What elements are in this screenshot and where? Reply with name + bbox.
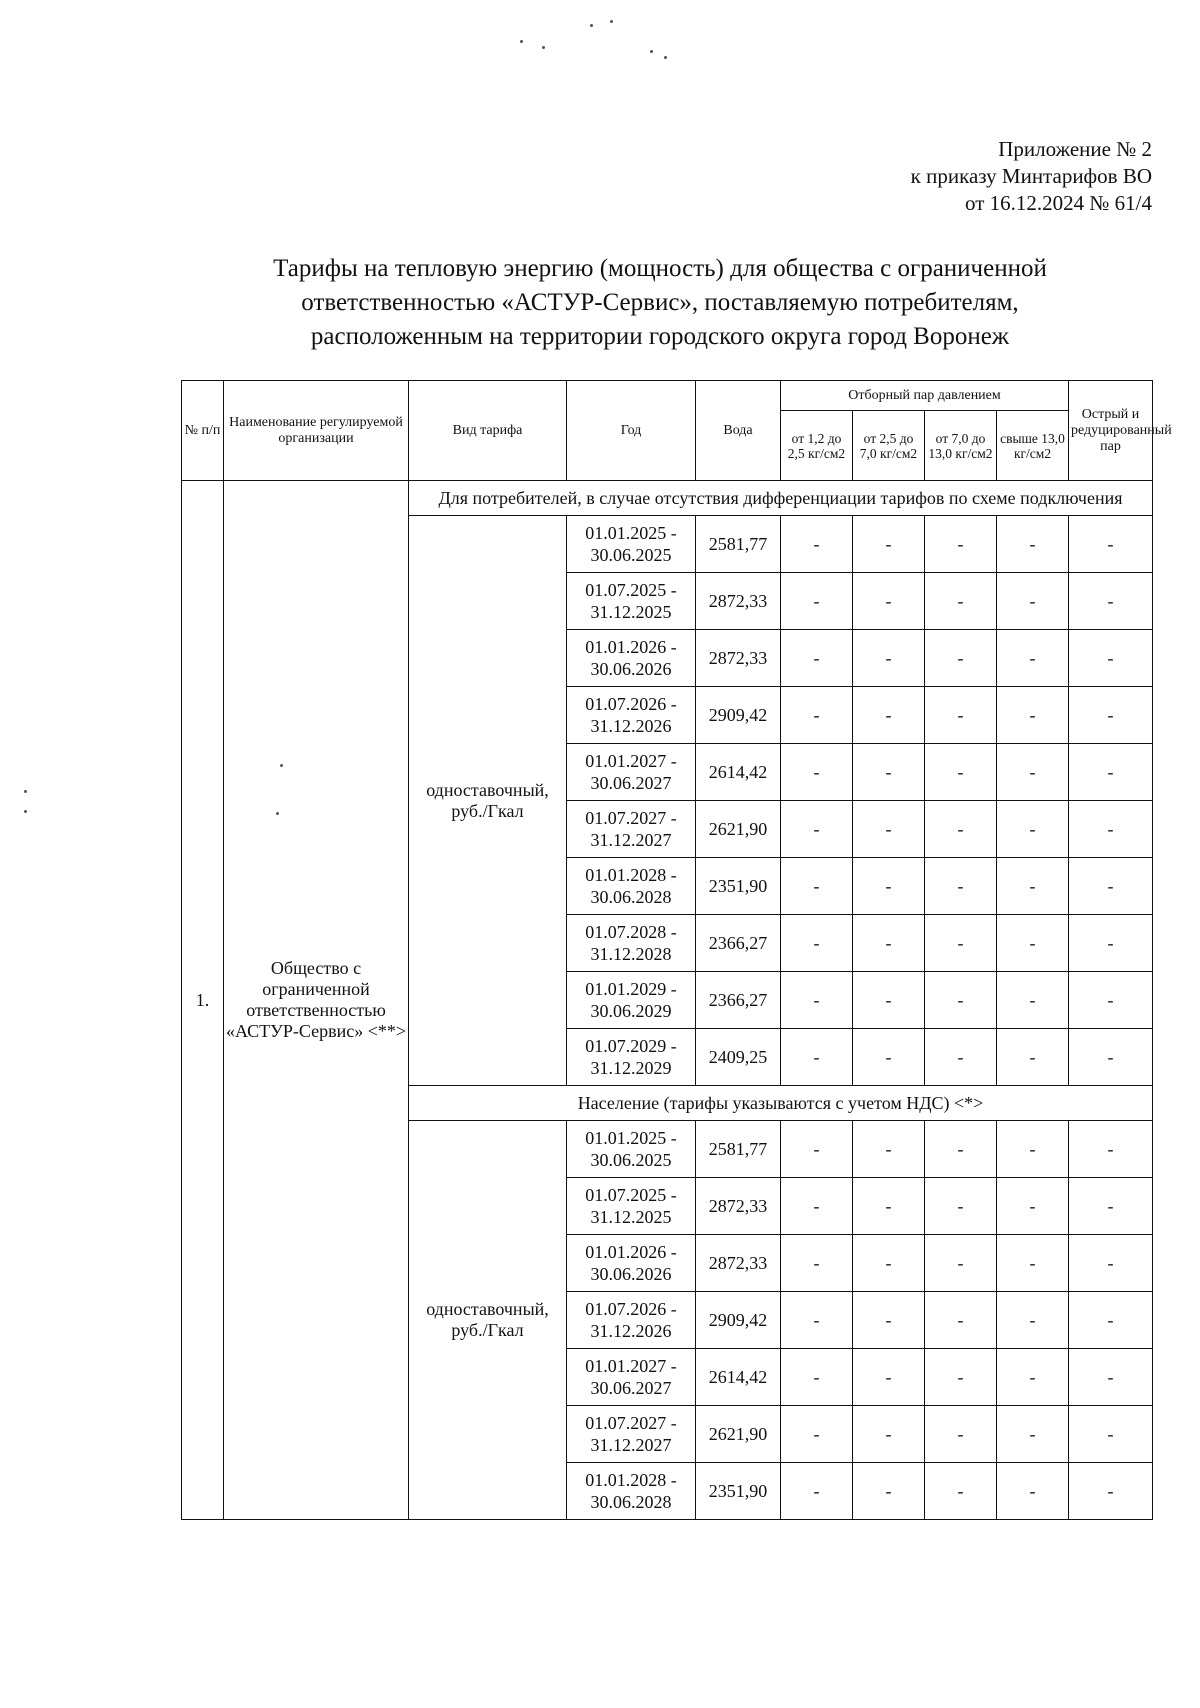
steam-4-value: - xyxy=(997,630,1069,687)
steam-4-value: - xyxy=(997,972,1069,1029)
appendix-number: Приложение № 2 xyxy=(998,137,1152,161)
steam-1-value: - xyxy=(781,1178,853,1235)
steam-4-value: - xyxy=(997,516,1069,573)
steam-1-value: - xyxy=(781,744,853,801)
steam-2-value: - xyxy=(853,1235,925,1292)
period-end: 31.12.2027 xyxy=(590,1435,672,1455)
title-line-2: ответственностью «АСТУР-Сервис», поставляемую потребителям, xyxy=(301,289,1019,316)
period-end: 31.12.2025 xyxy=(590,1207,672,1227)
steam-1-value: - xyxy=(781,1406,853,1463)
steam-3-value: - xyxy=(925,1406,997,1463)
steam-4-value: - xyxy=(997,1349,1069,1406)
header-organization: Наименование регулируемой организации xyxy=(224,381,409,481)
steam-3-value: - xyxy=(925,915,997,972)
period-end: 31.12.2028 xyxy=(590,944,672,964)
steam-2-value: - xyxy=(853,1121,925,1178)
sharp-steam-value: - xyxy=(1069,516,1153,573)
sharp-steam-value: - xyxy=(1069,1178,1153,1235)
water-value: 2909,42 xyxy=(696,687,781,744)
period xyxy=(567,801,696,858)
period xyxy=(567,1349,696,1406)
period xyxy=(567,1178,696,1235)
appendix-reference xyxy=(911,136,1152,217)
water-value: 2621,90 xyxy=(696,1406,781,1463)
steam-4-value: - xyxy=(997,1292,1069,1349)
water-value: 2872,33 xyxy=(696,1235,781,1292)
appendix-date: от 16.12.2024 № 61/4 xyxy=(964,191,1152,215)
period-end: 31.12.2027 xyxy=(590,830,672,850)
sharp-steam-value: - xyxy=(1069,1406,1153,1463)
period-start: 01.07.2026 - xyxy=(585,1299,677,1319)
period-start: 01.07.2025 - xyxy=(585,580,677,600)
period-start: 01.01.2025 - xyxy=(585,1128,677,1148)
steam-1-value: - xyxy=(781,1349,853,1406)
period-end: 30.06.2029 xyxy=(590,1001,672,1021)
sharp-steam-value: - xyxy=(1069,801,1153,858)
steam-2-value: - xyxy=(853,744,925,801)
period-start: 01.07.2027 - xyxy=(585,1413,677,1433)
header-sharp-steam: Острый и редуцированный пар xyxy=(1069,381,1153,481)
organization-name: Общество с ограниченной ответственностью «АСТУР-Сервис» <**> xyxy=(224,481,409,1520)
steam-1-value: - xyxy=(781,573,853,630)
period xyxy=(567,1406,696,1463)
row-number: 1. xyxy=(182,481,224,1520)
water-value: 2366,27 xyxy=(696,915,781,972)
period xyxy=(567,573,696,630)
steam-2-value: - xyxy=(853,1292,925,1349)
period-end: 30.06.2028 xyxy=(590,1492,672,1512)
period xyxy=(567,1121,696,1178)
steam-3-value: - xyxy=(925,1121,997,1178)
steam-2-value: - xyxy=(853,1463,925,1520)
water-value: 2366,27 xyxy=(696,972,781,1029)
steam-4-value: - xyxy=(997,801,1069,858)
tariff-table xyxy=(181,380,1172,1520)
steam-2-value: - xyxy=(853,801,925,858)
sharp-steam-value: - xyxy=(1069,1235,1153,1292)
steam-2-value: - xyxy=(853,687,925,744)
period xyxy=(567,915,696,972)
steam-3-value: - xyxy=(925,1235,997,1292)
steam-1-value: - xyxy=(781,1121,853,1178)
steam-3-value: - xyxy=(925,630,997,687)
period-end: 30.06.2025 xyxy=(590,545,672,565)
steam-2-value: - xyxy=(853,1029,925,1086)
steam-2-value: - xyxy=(853,516,925,573)
steam-4-value: - xyxy=(997,1121,1069,1178)
water-value: 2351,90 xyxy=(696,858,781,915)
steam-3-value: - xyxy=(925,744,997,801)
period-start: 01.01.2028 - xyxy=(585,1470,677,1490)
title-line-3: расположенным на территории городского округа город Воронеж xyxy=(310,323,1010,350)
steam-1-value: - xyxy=(781,858,853,915)
period-end: 30.06.2025 xyxy=(590,1150,672,1170)
period-start: 01.01.2027 - xyxy=(585,751,677,771)
period-end: 31.12.2026 xyxy=(590,1321,672,1341)
sharp-steam-value: - xyxy=(1069,1292,1153,1349)
steam-1-value: - xyxy=(781,1029,853,1086)
water-value: 2581,77 xyxy=(696,1121,781,1178)
steam-2-value: - xyxy=(853,573,925,630)
sharp-steam-value: - xyxy=(1069,687,1153,744)
steam-4-value: - xyxy=(997,915,1069,972)
sharp-steam-value: - xyxy=(1069,573,1153,630)
steam-1-value: - xyxy=(781,687,853,744)
section-title: Для потребителей, в случае отсутствия дифференциации тарифов по схеме подключения xyxy=(409,481,1153,516)
steam-3-value: - xyxy=(925,1463,997,1520)
period-end: 31.12.2029 xyxy=(590,1058,672,1078)
steam-4-value: - xyxy=(997,1029,1069,1086)
steam-3-value: - xyxy=(925,1349,997,1406)
section-title-row xyxy=(182,481,1153,516)
period-start: 01.01.2027 - xyxy=(585,1356,677,1376)
header-tariff-type: Вид тарифа xyxy=(409,381,567,481)
header-steam-group: Отборный пар давлением xyxy=(781,381,1069,411)
period-start: 01.01.2028 - xyxy=(585,865,677,885)
period-end: 30.06.2027 xyxy=(590,773,672,793)
steam-1-value: - xyxy=(781,915,853,972)
steam-3-value: - xyxy=(925,516,997,573)
period xyxy=(567,858,696,915)
period-start: 01.01.2029 - xyxy=(585,979,677,999)
water-value: 2909,42 xyxy=(696,1292,781,1349)
steam-4-value: - xyxy=(997,687,1069,744)
steam-4-value: - xyxy=(997,744,1069,801)
steam-4-value: - xyxy=(997,1178,1069,1235)
steam-1-value: - xyxy=(781,1463,853,1520)
period xyxy=(567,972,696,1029)
period-end: 30.06.2026 xyxy=(590,1264,672,1284)
period xyxy=(567,630,696,687)
period-start: 01.07.2028 - xyxy=(585,922,677,942)
steam-2-value: - xyxy=(853,1178,925,1235)
steam-4-value: - xyxy=(997,573,1069,630)
steam-4-value: - xyxy=(997,1463,1069,1520)
steam-1-value: - xyxy=(781,801,853,858)
sharp-steam-value: - xyxy=(1069,744,1153,801)
water-value: 2621,90 xyxy=(696,801,781,858)
sharp-steam-value: - xyxy=(1069,972,1153,1029)
header-water: Вода xyxy=(696,381,781,481)
steam-3-value: - xyxy=(925,573,997,630)
water-value: 2614,42 xyxy=(696,744,781,801)
steam-3-value: - xyxy=(925,1178,997,1235)
period-start: 01.07.2026 - xyxy=(585,694,677,714)
appendix-order: к приказу Минтарифов ВО xyxy=(910,164,1152,188)
steam-1-value: - xyxy=(781,516,853,573)
header-num: № п/п xyxy=(182,381,224,481)
period-start: 01.01.2026 - xyxy=(585,1242,677,1262)
sharp-steam-value: - xyxy=(1069,1349,1153,1406)
steam-3-value: - xyxy=(925,1292,997,1349)
steam-4-value: - xyxy=(997,858,1069,915)
period-start: 01.07.2025 - xyxy=(585,1185,677,1205)
sharp-steam-value: - xyxy=(1069,858,1153,915)
period xyxy=(567,1463,696,1520)
period xyxy=(567,1292,696,1349)
period-end: 30.06.2026 xyxy=(590,659,672,679)
steam-3-value: - xyxy=(925,1029,997,1086)
period xyxy=(567,516,696,573)
steam-4-value: - xyxy=(997,1235,1069,1292)
period xyxy=(567,687,696,744)
sharp-steam-value: - xyxy=(1069,1121,1153,1178)
sharp-steam-value: - xyxy=(1069,630,1153,687)
water-value: 2872,33 xyxy=(696,573,781,630)
section-title: Население (тарифы указываются с учетом НДС) <*> xyxy=(409,1086,1153,1121)
steam-1-value: - xyxy=(781,1235,853,1292)
water-value: 2872,33 xyxy=(696,630,781,687)
title-line-1: Тарифы на тепловую энергию (мощность) для общества с ограниченной xyxy=(273,255,1047,282)
period xyxy=(567,744,696,801)
steam-2-value: - xyxy=(853,1349,925,1406)
steam-2-value: - xyxy=(853,858,925,915)
period xyxy=(567,1029,696,1086)
period-end: 30.06.2027 xyxy=(590,1378,672,1398)
steam-3-value: - xyxy=(925,687,997,744)
period-start: 01.07.2027 - xyxy=(585,808,677,828)
steam-2-value: - xyxy=(853,1406,925,1463)
steam-3-value: - xyxy=(925,858,997,915)
water-value: 2614,42 xyxy=(696,1349,781,1406)
period-start: 01.01.2025 - xyxy=(585,523,677,543)
period-end: 31.12.2026 xyxy=(590,716,672,736)
header-steam-4: свыше 13,0 кг/см2 xyxy=(997,411,1069,481)
period-start: 01.07.2029 - xyxy=(585,1036,677,1056)
sharp-steam-value: - xyxy=(1069,915,1153,972)
header-steam-2: от 2,5 до 7,0 кг/см2 xyxy=(853,411,925,481)
table-body xyxy=(182,481,1153,1520)
steam-2-value: - xyxy=(853,972,925,1029)
tariff-type: одноставочный, руб./Гкал xyxy=(409,1121,567,1520)
steam-3-value: - xyxy=(925,801,997,858)
header-steam-1: от 1,2 до 2,5 кг/см2 xyxy=(781,411,853,481)
water-value: 2581,77 xyxy=(696,516,781,573)
steam-3-value: - xyxy=(925,972,997,1029)
steam-1-value: - xyxy=(781,972,853,1029)
period xyxy=(567,1235,696,1292)
steam-1-value: - xyxy=(781,1292,853,1349)
steam-2-value: - xyxy=(853,915,925,972)
water-value: 2872,33 xyxy=(696,1178,781,1235)
table-header-row-1 xyxy=(182,381,1153,411)
period-end: 31.12.2025 xyxy=(590,602,672,622)
header-year: Год xyxy=(567,381,696,481)
steam-4-value: - xyxy=(997,1406,1069,1463)
water-value: 2351,90 xyxy=(696,1463,781,1520)
document-title xyxy=(180,252,1140,354)
steam-2-value: - xyxy=(853,630,925,687)
water-value: 2409,25 xyxy=(696,1029,781,1086)
steam-1-value: - xyxy=(781,630,853,687)
sharp-steam-value: - xyxy=(1069,1463,1153,1520)
header-steam-3: от 7,0 до 13,0 кг/см2 xyxy=(925,411,997,481)
sharp-steam-value: - xyxy=(1069,1029,1153,1086)
period-start: 01.01.2026 - xyxy=(585,637,677,657)
period-end: 30.06.2028 xyxy=(590,887,672,907)
tariff-type: одноставочный, руб./Гкал xyxy=(409,516,567,1086)
